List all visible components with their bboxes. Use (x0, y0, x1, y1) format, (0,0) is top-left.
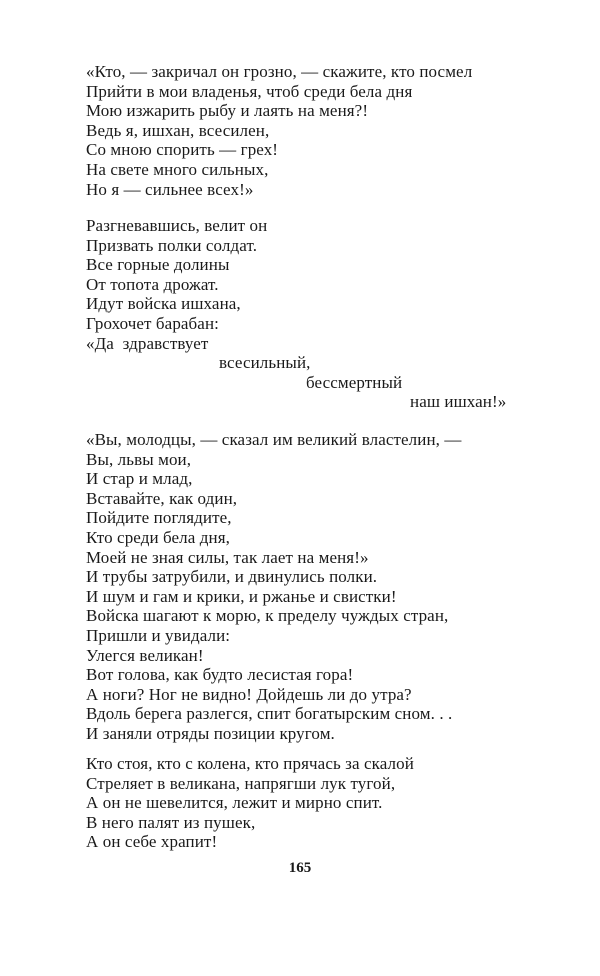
verse-line: Прийти в мои владенья, чтоб среди бела дня (86, 81, 413, 101)
verse-line: «Кто, — закричал он грозно, — скажите, кто посмел (86, 62, 473, 81)
verse-line: А он себе храпит! (86, 832, 218, 852)
verse-line-indented: бессмертный (306, 372, 403, 392)
verse-line: Все горные долины (86, 255, 230, 275)
stanza-3 (86, 430, 546, 744)
verse-line: А он не шевелится, лежит и мирно спит. (86, 793, 383, 813)
verse-line: Кто среди бела дня, (86, 527, 230, 547)
verse-line-indented: всесильный, (219, 353, 311, 373)
verse-line: И шум и гам и крики, и ржанье и свистки! (86, 586, 397, 606)
verse-line: Идут войска ишхана, (86, 294, 241, 314)
verse-line: От топота дрожат. (86, 274, 219, 294)
verse-line: Стреляет в великана, напрягши лук тугой, (86, 773, 396, 793)
verse-line: Вдоль берега разлегся, спит богатырским сном. . . (86, 704, 453, 724)
verse-line: А ноги? Ног не видно! Дойдешь ли до утра? (86, 684, 412, 704)
verse-line: Пойдите поглядите, (86, 508, 232, 528)
verse-line: Грохочет барабан: (86, 313, 219, 333)
verse-line: Кто стоя, кто с колена, кто прячась за скалой (86, 754, 414, 773)
page-number: 165 (288, 860, 312, 876)
verse-line: Со мною спорить — грех! (86, 140, 279, 160)
verse-line: Вот голова, как будто лесистая гора! (86, 665, 354, 685)
verse-line: В него палят из пушек, (86, 812, 256, 832)
verse-line: Вы, львы мои, (86, 449, 192, 469)
verse-line: И стар и млад, (86, 469, 193, 489)
verse-line: Вставайте, как один, (86, 488, 238, 508)
verse-line: Мою изжарить рыбу и лаять на меня?! (86, 101, 369, 121)
verse-line: Моей не зная силы, так лает на меня!» (86, 547, 369, 567)
stanza-4 (86, 754, 546, 852)
verse-line: «Вы, молодцы, — сказал им великий властелин, — (86, 430, 462, 449)
verse-line: Призвать полки солдат. (86, 235, 258, 255)
verse-line: Улегся великан! (86, 645, 204, 665)
verse-line: И заняли отряды позиции кругом. (86, 723, 335, 743)
verse-line: Ведь я, ишхан, всесилен, (86, 120, 270, 140)
verse-line: Но я — сильнее всех!» (86, 179, 254, 199)
verse-line: Пришли и увидали: (86, 625, 231, 645)
stanza-2 (86, 216, 546, 412)
verse-line: И трубы затрубили, и двинулись полки. (86, 567, 378, 587)
verse-line-indented: наш ишхан!» (410, 392, 507, 412)
stanza-1 (86, 62, 546, 199)
verse-line: «Да здравствует (86, 333, 209, 353)
verse-line: На свете много сильных, (86, 159, 269, 179)
verse-line: Разгневавшись, велит он (86, 216, 268, 235)
verse-line: Войска шагают к морю, к пределу чуждых стран, (86, 606, 449, 626)
